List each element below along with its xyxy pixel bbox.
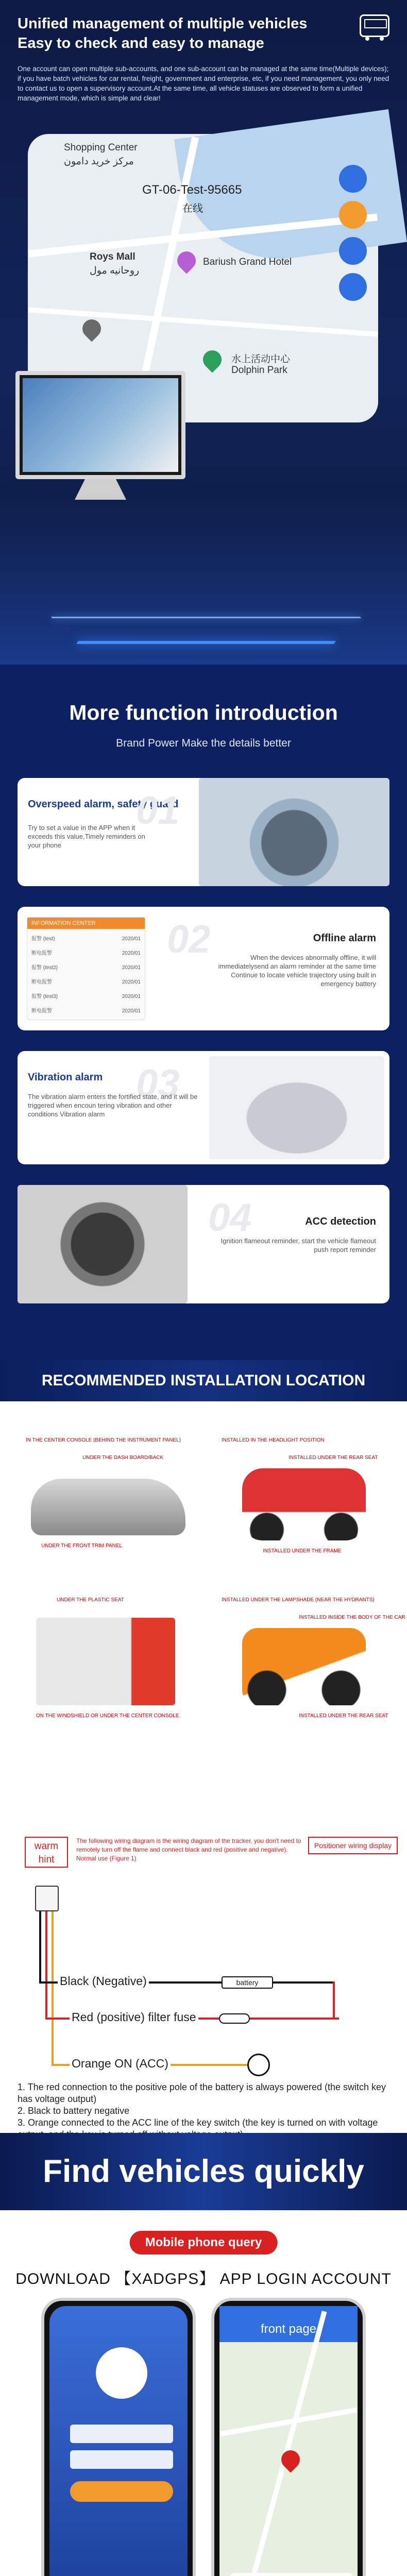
feature-card-vibration xyxy=(18,1051,389,1164)
location-pin-icon[interactable] xyxy=(79,316,105,342)
device-label: GT-06-Test-95665 xyxy=(142,183,242,197)
speedometer-image xyxy=(199,778,389,886)
map-label-roys-local: روحانيه مول xyxy=(90,265,140,276)
info-center-list xyxy=(27,929,145,1022)
install-motorbike xyxy=(222,1597,405,1719)
map-label-roys: Roys Mall xyxy=(90,251,135,262)
install-caption: UNDER THE PLASTIC SEAT xyxy=(57,1597,124,1603)
feature-card-acc xyxy=(18,1185,389,1303)
truck-image xyxy=(36,1618,175,1705)
map-button-icon[interactable] xyxy=(339,237,367,265)
laptop-image xyxy=(15,371,185,479)
management-title-line2: Easy to check and easy to manage xyxy=(18,35,264,52)
row-time: 2020/01 xyxy=(122,951,141,956)
info-center-panel xyxy=(27,917,145,1020)
install-caption: UNDER THE FRONT TRIM PANEL xyxy=(41,1543,123,1549)
row-name: 断电报警 xyxy=(31,951,52,956)
functions-section xyxy=(0,665,407,1360)
decorative-road xyxy=(0,495,407,665)
feature-number: 04 xyxy=(208,1196,252,1240)
wiring-note: 3. Orange connected to the ACC line of the key switch (the key is turned on with voltage xyxy=(18,2117,378,2128)
install-caption: INSTALLED INSIDE THE BODY OF THE CAR xyxy=(299,1615,405,1620)
install-caption: INSTALLED UNDER THE LAMPSHADE (NEAR THE HYDRANTS) xyxy=(222,1597,375,1603)
management-section xyxy=(0,0,407,665)
feature-number: 03 xyxy=(136,1062,180,1106)
row-time: 2020/01 xyxy=(122,965,141,971)
installation-section xyxy=(0,1360,407,2133)
red-wire xyxy=(333,1981,335,2020)
wire-label-orange: Orange ON (ACC) xyxy=(70,2057,171,2071)
map-road xyxy=(241,2311,327,2576)
install-scooter xyxy=(222,1437,386,1554)
map-road xyxy=(220,2408,357,2436)
feature-title: Overspeed alarm, safety guard xyxy=(28,799,179,810)
black-wire xyxy=(39,1911,41,1984)
username-field[interactable] xyxy=(70,2425,173,2443)
row-time: 2020/01 xyxy=(122,979,141,985)
convertible-car-image xyxy=(31,1479,185,1535)
row-time: 2020/01 xyxy=(122,936,141,942)
download-instruction: DOWNLOAD 【XADGPS】 APP LOGIN ACCOUNT xyxy=(15,2270,392,2287)
install-truck xyxy=(26,1597,191,1719)
wire-label-red: Red (positive) filter fuse xyxy=(70,2010,198,2024)
find-vehicles-section xyxy=(0,2133,407,2576)
wiring-note: 1. The red connection to the positive pole of the battery is always powered (the switch key has voltage output) xyxy=(18,2082,386,2104)
phone-title: front page xyxy=(219,2306,358,2342)
map-label-shopping: Shopping Center xyxy=(64,142,138,153)
map-button-icon[interactable] xyxy=(339,165,367,193)
positioner-wiring-label: Positioner wiring display xyxy=(308,1837,398,1854)
functions-subheading: Brand Power Make the details better xyxy=(116,737,291,749)
map-button-icon[interactable] xyxy=(339,273,367,301)
feature-title: Vibration alarm xyxy=(28,1072,103,1083)
row-name: 报警 (test2) xyxy=(31,965,58,971)
feature-text: Ignition flameout reminder, start the vehicle flameout push report reminder xyxy=(221,1237,376,1253)
list-item[interactable] xyxy=(31,961,141,975)
feature-text: The vibration alarm enters the fortified state, and it will be triggered when encoun tering vibration and other conditions Vibration alarm xyxy=(28,1093,198,1118)
install-caption: INSTALLED UNDER THE FRAME xyxy=(263,1548,342,1554)
ignition-image xyxy=(18,1185,188,1303)
install-caption: INSTALLED IN THE HEADLIGHT POSITION xyxy=(222,1437,325,1443)
row-time: 2020/01 xyxy=(122,994,141,999)
battery-label: battery xyxy=(222,1976,273,1989)
phone-login-screen xyxy=(41,2298,196,2576)
map-label-park-local: 水上活动中心 xyxy=(231,354,291,365)
connector-icon xyxy=(35,1886,59,1911)
map-label-hotel: Bariush Grand Hotel xyxy=(203,257,292,267)
row-name: 断电报警 xyxy=(31,979,52,985)
feature-text: Try to set a value in the APP when it exceeds this value,Timely reminders on your phone xyxy=(28,824,145,849)
bus-icon xyxy=(360,14,389,37)
warm-hint-text: The following wiring diagram is the wiring diagram of the tracker, you don't need to remotely turn off the flame and connect black and red (positive and negative). Normal use (Figure 1) xyxy=(76,1837,301,1862)
car-chassis-image xyxy=(209,1056,384,1159)
app-logo-icon xyxy=(96,2347,147,2399)
find-vehicles-heading: Find vehicles quickly xyxy=(0,2133,407,2210)
feature-text: When the devices abnormally offline, it will immediatelysend an alarm reminder at the same time Continue to locate vehicle trajectory using built in emergency battery xyxy=(218,954,376,988)
install-caption: INSTALLED UNDER THE REAR SEAT xyxy=(289,1455,378,1461)
red-wire xyxy=(45,1911,47,2020)
key-switch-icon xyxy=(247,2054,270,2076)
warm-hint-label: warm hint xyxy=(25,1837,68,1868)
park-pin-icon[interactable] xyxy=(199,347,226,373)
info-center-header: INFORMATION CENTER xyxy=(27,918,145,929)
feature-number: 02 xyxy=(167,918,211,961)
orange-wire xyxy=(52,1911,54,2066)
install-car xyxy=(26,1437,191,1551)
feature-number: 01 xyxy=(136,789,180,833)
feature-title: ACC detection xyxy=(305,1216,376,1227)
wiring-note: 2. Black to battery negative xyxy=(18,2106,130,2116)
device-status: 在线 xyxy=(182,203,203,214)
install-caption: IN THE CENTER CONSOLE (BEHIND THE INSTRUMENT PANEL) xyxy=(26,1437,181,1443)
row-name: 报警 (test3) xyxy=(31,994,58,999)
login-button[interactable] xyxy=(70,2481,173,2502)
feature-card-offline xyxy=(18,907,389,1030)
install-caption: UNDER THE DASH BOARD/BACK xyxy=(82,1455,164,1461)
wiring-notes xyxy=(18,2081,389,2141)
map-label-shopping-local: مركز خريد دامون xyxy=(64,156,134,167)
list-item[interactable] xyxy=(31,975,141,990)
scooter-image xyxy=(242,1468,366,1540)
mobile-query-pill: Mobile phone query xyxy=(130,2231,278,2255)
management-title-line1: Unified management of multiple vehicles xyxy=(18,15,308,32)
management-description: One account can open multiple sub-accounts, and one sub-account can be managed at the same time(Multiple devices); if you have batch vehicles for car rental, freight, government and enterprise, etc, if you need management, you only need to contact us to open a supervisory account.At the same time, all vehicle statuses are observed to form a unified management mode, which is simple and clear! xyxy=(18,65,389,102)
fuse-icon xyxy=(219,2013,250,2024)
functions-header xyxy=(0,665,407,757)
functions-heading: More function introduction xyxy=(69,701,338,724)
password-field[interactable] xyxy=(70,2450,173,2469)
feature-title: Offline alarm xyxy=(313,933,376,944)
row-name: 断电报警 xyxy=(31,1008,52,1014)
row-name: 报警 (test) xyxy=(31,936,55,942)
row-time: 2020/01 xyxy=(122,1008,141,1014)
motorbike-image xyxy=(242,1628,366,1705)
list-item[interactable] xyxy=(31,990,141,1004)
vehicle-info-card[interactable] xyxy=(230,2573,353,2576)
map-label-park: Dolphin Park xyxy=(231,365,287,376)
map-button-icon[interactable] xyxy=(339,201,367,229)
phone-map-screen xyxy=(211,2298,366,2576)
list-item[interactable] xyxy=(31,1004,141,1019)
installation-heading: RECOMMENDED INSTALLATION LOCATION xyxy=(0,1360,407,1401)
feature-card-overspeed xyxy=(18,778,389,886)
install-caption: ON THE WINDSHIELD OR UNDER THE CENTER CONSOLE xyxy=(36,1713,179,1719)
install-caption: INSTALLED UNDER THE REAR SEAT xyxy=(299,1713,388,1719)
map-road xyxy=(28,307,378,336)
list-item[interactable] xyxy=(31,932,141,946)
list-item[interactable] xyxy=(31,946,141,961)
hotel-pin-icon[interactable] xyxy=(174,248,200,274)
wire-label-black: Black (Negative) xyxy=(58,1974,149,1988)
